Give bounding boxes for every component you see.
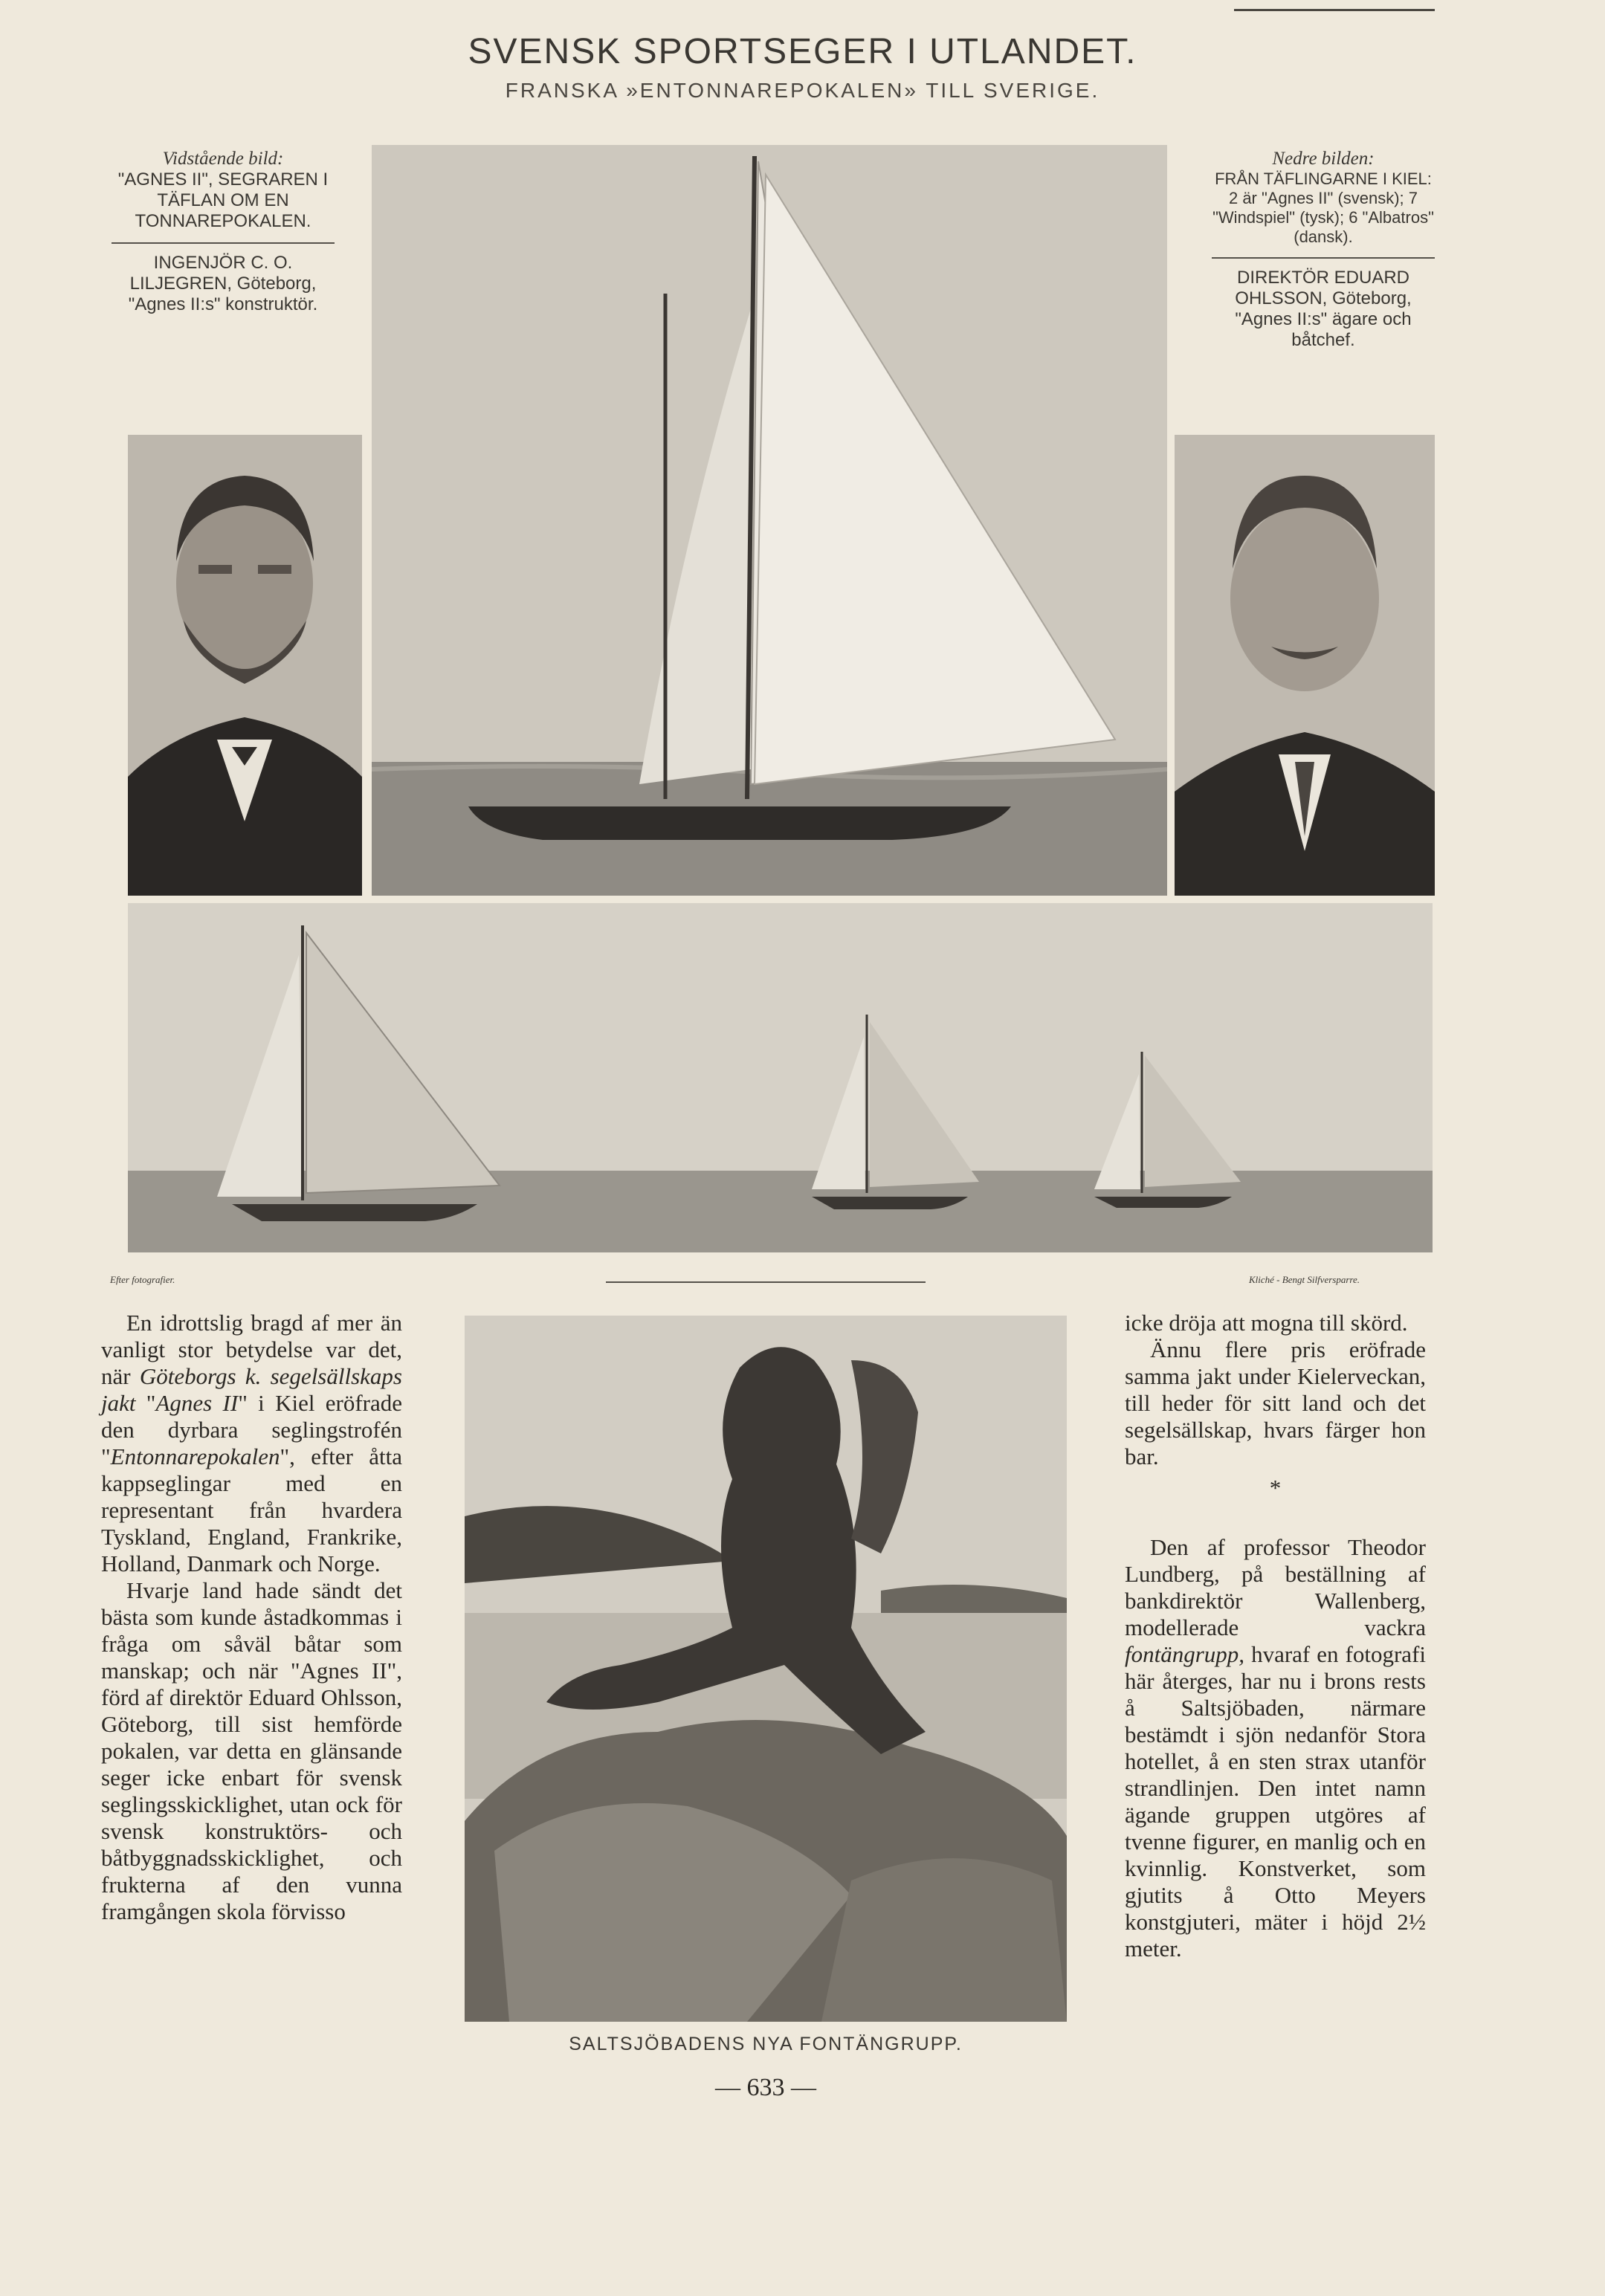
section-divider-star: * (1269, 1475, 1282, 1501)
text-run: Den af professor Theodor Lundberg, på beställning af bankdirektör Wallenberg, modellerade vackra (1125, 1534, 1426, 1640)
page-number: — 633 — (715, 2074, 816, 2101)
left-text-column (101, 1310, 402, 1925)
paragraph (1125, 1534, 1426, 1962)
paragraph: Ännu flere pris eröfrade samma jakt under Kielerveckan, till heder för sitt land och det segelsällskap, hvars färger hon bar. (1125, 1336, 1426, 1469)
portrait-ohlsson (1175, 435, 1435, 896)
text-run: En idrottslig bragd af mer än vanligt stor betydelse var det, när (101, 1310, 402, 1389)
paragraph: icke dröja att mogna till skörd. (1125, 1310, 1408, 1336)
caption-left (112, 149, 335, 315)
text-run-italic: Entonnarepokalen (110, 1443, 280, 1469)
caption-left-text: "AGNES II", SEGRAREN I TÄFLAN OM EN TONNAREPOKALEN. (117, 169, 329, 231)
caption-right-text: FRÅN TÄFLINGARNE I KIEL: 2 är "Agnes II" (svensk); 7 "Windspiel" (tysk); 6 "Albatros" (dansk). (1212, 169, 1434, 246)
photo-kiel-race (128, 903, 1433, 1252)
caption-left-person: INGENJÖR C. O. LILJEGREN, Göteborg, "Agnes II:s" konstruktör. (128, 253, 318, 314)
text-run: hvaraf en fotografi här återges, har nu i brons rests å Saltsjöbaden, närmare bestämdt i sjön nedanför Stora hotellet, å en sten strax utanför strandlinjen. Den intet namn ägande gruppen utgöres af tvenne figurer, en manlig och en kvinnlig. Konstverket, som gjutits å Otto Meyers konstgjuteri, mäter i höjd 2½ meter. (1125, 1641, 1426, 1962)
page-subtitle: FRANSKA »ENTONNAREPOKALEN» TILL SVERIGE. (505, 79, 1100, 102)
paragraph: Hvarje land hade sändt det bästa som kunde åstadkommas i fråga om såväl båtar som manskap; och när "Agnes II", förd af direktör Eduard Ohlsson, Göteborg, till sist hemförde pokalen, var detta en glänsande seger icke enbart för svensk seglingsskicklighet, utan ock för svensk konstruktörs- och båtbyggnadsskicklighet, och frukterna af den vunna framgången skola förvisso (101, 1577, 402, 1924)
text-run: ", efter åtta kappseglingar med en representant från hvardera Tyskland, England, Frankrike, Holland, Danmark och Norge. (101, 1443, 402, 1577)
text-run-italic: Agnes II (155, 1390, 239, 1416)
caption-divider (1212, 257, 1435, 259)
figure-caption: SALTSJÖBADENS NYA FONTÄNGRUPP. (569, 2034, 963, 2054)
caption-divider (112, 242, 335, 244)
portrait-liljegren (128, 435, 362, 896)
text-run: " (135, 1390, 156, 1416)
caption-right (1212, 149, 1435, 351)
text-run: " i Kiel eröfrade den dyrbara seglingstrofén " (101, 1390, 403, 1469)
top-rule (1234, 9, 1435, 11)
photo-agnes-ii (372, 145, 1167, 896)
photo-fountain-group (465, 1316, 1067, 2022)
text-run-italic: fontängrupp, (1125, 1641, 1245, 1667)
photo-credit-left: Efter fotografier. (110, 1274, 175, 1285)
caption-left-intro: Vidstående bild: (162, 149, 284, 169)
right-text-column (1125, 1310, 1426, 1962)
center-rule (606, 1281, 926, 1283)
paragraph (101, 1310, 402, 1577)
text-run-italic: Göteborgs k. segelsällskaps jakt (101, 1363, 402, 1416)
page-title: SVENSK SPORTSEGER I UTLANDET. (468, 32, 1137, 71)
caption-right-intro: Nedre bilden: (1272, 149, 1375, 169)
photo-credit-right: Kliché - Bengt Silfversparre. (1249, 1274, 1360, 1285)
caption-right-person: DIREKTÖR EDUARD OHLSSON, Göteborg, "Agnes II:s" ägare och båtchef. (1235, 268, 1412, 350)
